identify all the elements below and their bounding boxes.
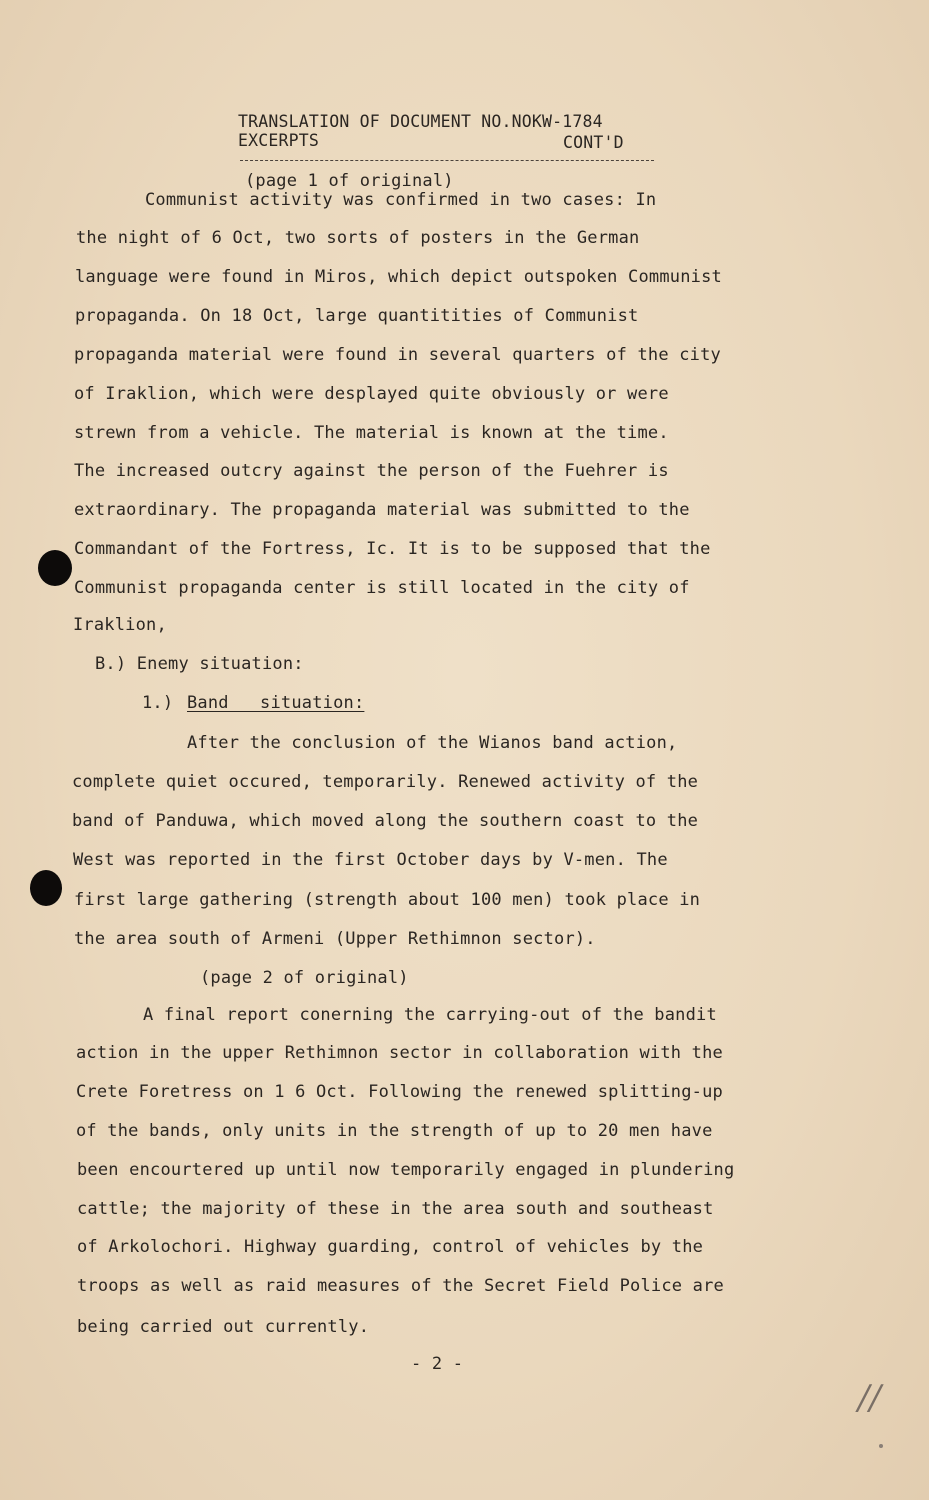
handwritten-corner-mark: //: [858, 1378, 881, 1418]
text-line: propaganda material were found in several quarters of the city: [74, 345, 721, 365]
text-line: first large gathering (strength about 100 men) took place in: [74, 890, 701, 910]
text-line: Iraklion,: [73, 615, 167, 635]
text-line: been encourtered up until now temporarily engaged in plundering: [77, 1160, 735, 1180]
text-line: complete quiet occured, temporarily. Renewed activity of the: [72, 772, 699, 792]
text-line: West was reported in the first October days by V-men. The: [73, 850, 668, 870]
subsection-heading-band-situation: Band situation:: [187, 693, 365, 713]
text-line: A final report conerning the carrying-out of the bandit: [143, 1005, 717, 1025]
text-line: Communist propaganda center is still located in the city of: [74, 578, 690, 598]
text-line: Commandant of the Fortress, Ic. It is to be supposed that the: [74, 539, 711, 559]
punch-hole-upper: [38, 550, 72, 586]
text-line: the area south of Armeni (Upper Rethimnon sector).: [74, 929, 596, 949]
text-line: troops as well as raid measures of the Secret Field Police are: [77, 1276, 724, 1296]
text-line: strewn from a vehicle. The material is known at the time.: [74, 423, 669, 443]
excerpts-label: EXCERPTS: [238, 131, 320, 150]
ink-speck: [879, 1444, 883, 1448]
text-line: extraordinary. The propaganda material was submitted to the: [74, 500, 690, 520]
text-line: band of Panduwa, which moved along the southern coast to the: [72, 811, 699, 831]
header-divider: [240, 160, 654, 161]
subsection-number: 1.): [142, 693, 174, 713]
text-line: After the conclusion of the Wianos band action,: [187, 733, 678, 753]
text-line: the night of 6 Oct, two sorts of posters in the German: [76, 228, 640, 248]
text-line: being carried out currently.: [77, 1317, 370, 1337]
text-line: Communist activity was confirmed in two cases: In: [145, 190, 657, 210]
section-heading-enemy-situation: B.) Enemy situation:: [95, 654, 304, 674]
contd-label: CONT'D: [563, 133, 624, 152]
document-title: TRANSLATION OF DOCUMENT NO.NOKW-1784: [238, 112, 603, 131]
text-line: cattle; the majority of these in the area south and southeast: [77, 1199, 714, 1219]
text-line: of the bands, only units in the strength of up to 20 men have: [76, 1121, 713, 1141]
text-line: Crete Foretress on 1 6 Oct. Following the renewed splitting-up: [76, 1082, 723, 1102]
page-reference-2: (page 2 of original): [200, 968, 409, 988]
page-number: - 2 -: [411, 1354, 464, 1374]
page-reference-1: (page 1 of original): [245, 171, 454, 191]
text-line: of Arkolochori. Highway guarding, control of vehicles by the: [77, 1237, 704, 1257]
punch-hole-lower: [30, 870, 62, 906]
text-line: of Iraklion, which were desplayed quite obviously or were: [74, 384, 669, 404]
text-line: propaganda. On 18 Oct, large quantitities of Communist: [75, 306, 639, 326]
text-line: action in the upper Rethimnon sector in collaboration with the: [76, 1043, 723, 1063]
text-line: language were found in Miros, which depict outspoken Communist: [75, 267, 722, 287]
text-line: The increased outcry against the person of the Fuehrer is: [74, 461, 669, 481]
